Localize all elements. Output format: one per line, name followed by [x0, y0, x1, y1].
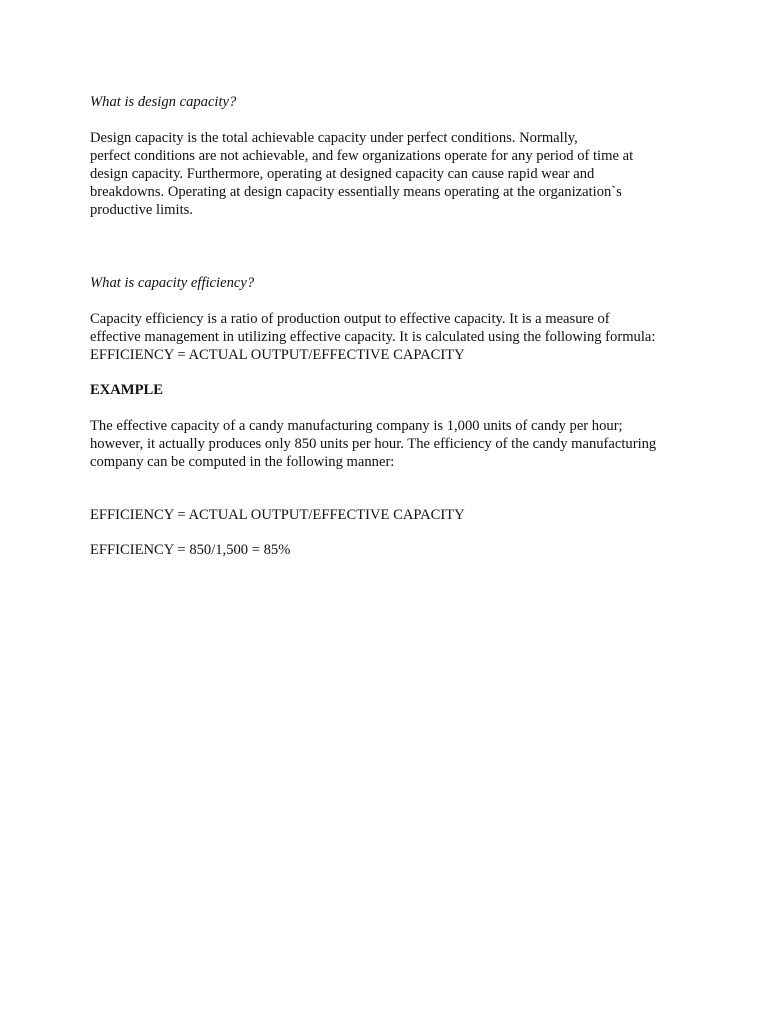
- efficiency-formula: EFFICIENCY = ACTUAL OUTPUT/EFFECTIVE CAPACITY: [90, 507, 465, 523]
- design-capacity-heading: What is design capacity?: [90, 94, 237, 110]
- paragraph-line: effective management in utilizing effective capacity. It is calculated using the following formula:: [90, 329, 656, 345]
- paragraph-line: however, it actually produces only 850 units per hour. The efficiency of the candy manufacturing: [90, 436, 657, 452]
- document-page: [90, 93, 700, 559]
- capacity-efficiency-heading: What is capacity efficiency?: [90, 275, 255, 291]
- capacity-efficiency-paragraph: [90, 310, 700, 364]
- example-heading: EXAMPLE: [90, 382, 163, 398]
- paragraph-line: Design capacity is the total achievable capacity under perfect conditions. Normally,: [90, 130, 578, 146]
- paragraph-line: company can be computed in the following manner:: [90, 454, 395, 470]
- paragraph-line: breakdowns. Operating at design capacity essentially means operating at the organization`s: [90, 184, 622, 200]
- formula-line: EFFICIENCY = ACTUAL OUTPUT/EFFECTIVE CAPACITY: [90, 347, 465, 363]
- paragraph-line: design capacity. Furthermore, operating at designed capacity can cause rapid wear and: [90, 166, 595, 182]
- design-capacity-paragraph: [90, 129, 700, 219]
- paragraph-line: The effective capacity of a candy manufacturing company is 1,000 units of candy per hour;: [90, 418, 623, 434]
- paragraph-line: Capacity efficiency is a ratio of production output to effective capacity. It is a measure of: [90, 311, 610, 327]
- paragraph-line: perfect conditions are not achievable, and few organizations operate for any period of time at: [90, 148, 634, 164]
- example-paragraph: [90, 417, 700, 471]
- paragraph-line: productive limits.: [90, 202, 193, 218]
- efficiency-calculation: EFFICIENCY = 850/1,500 = 85%: [90, 542, 291, 558]
